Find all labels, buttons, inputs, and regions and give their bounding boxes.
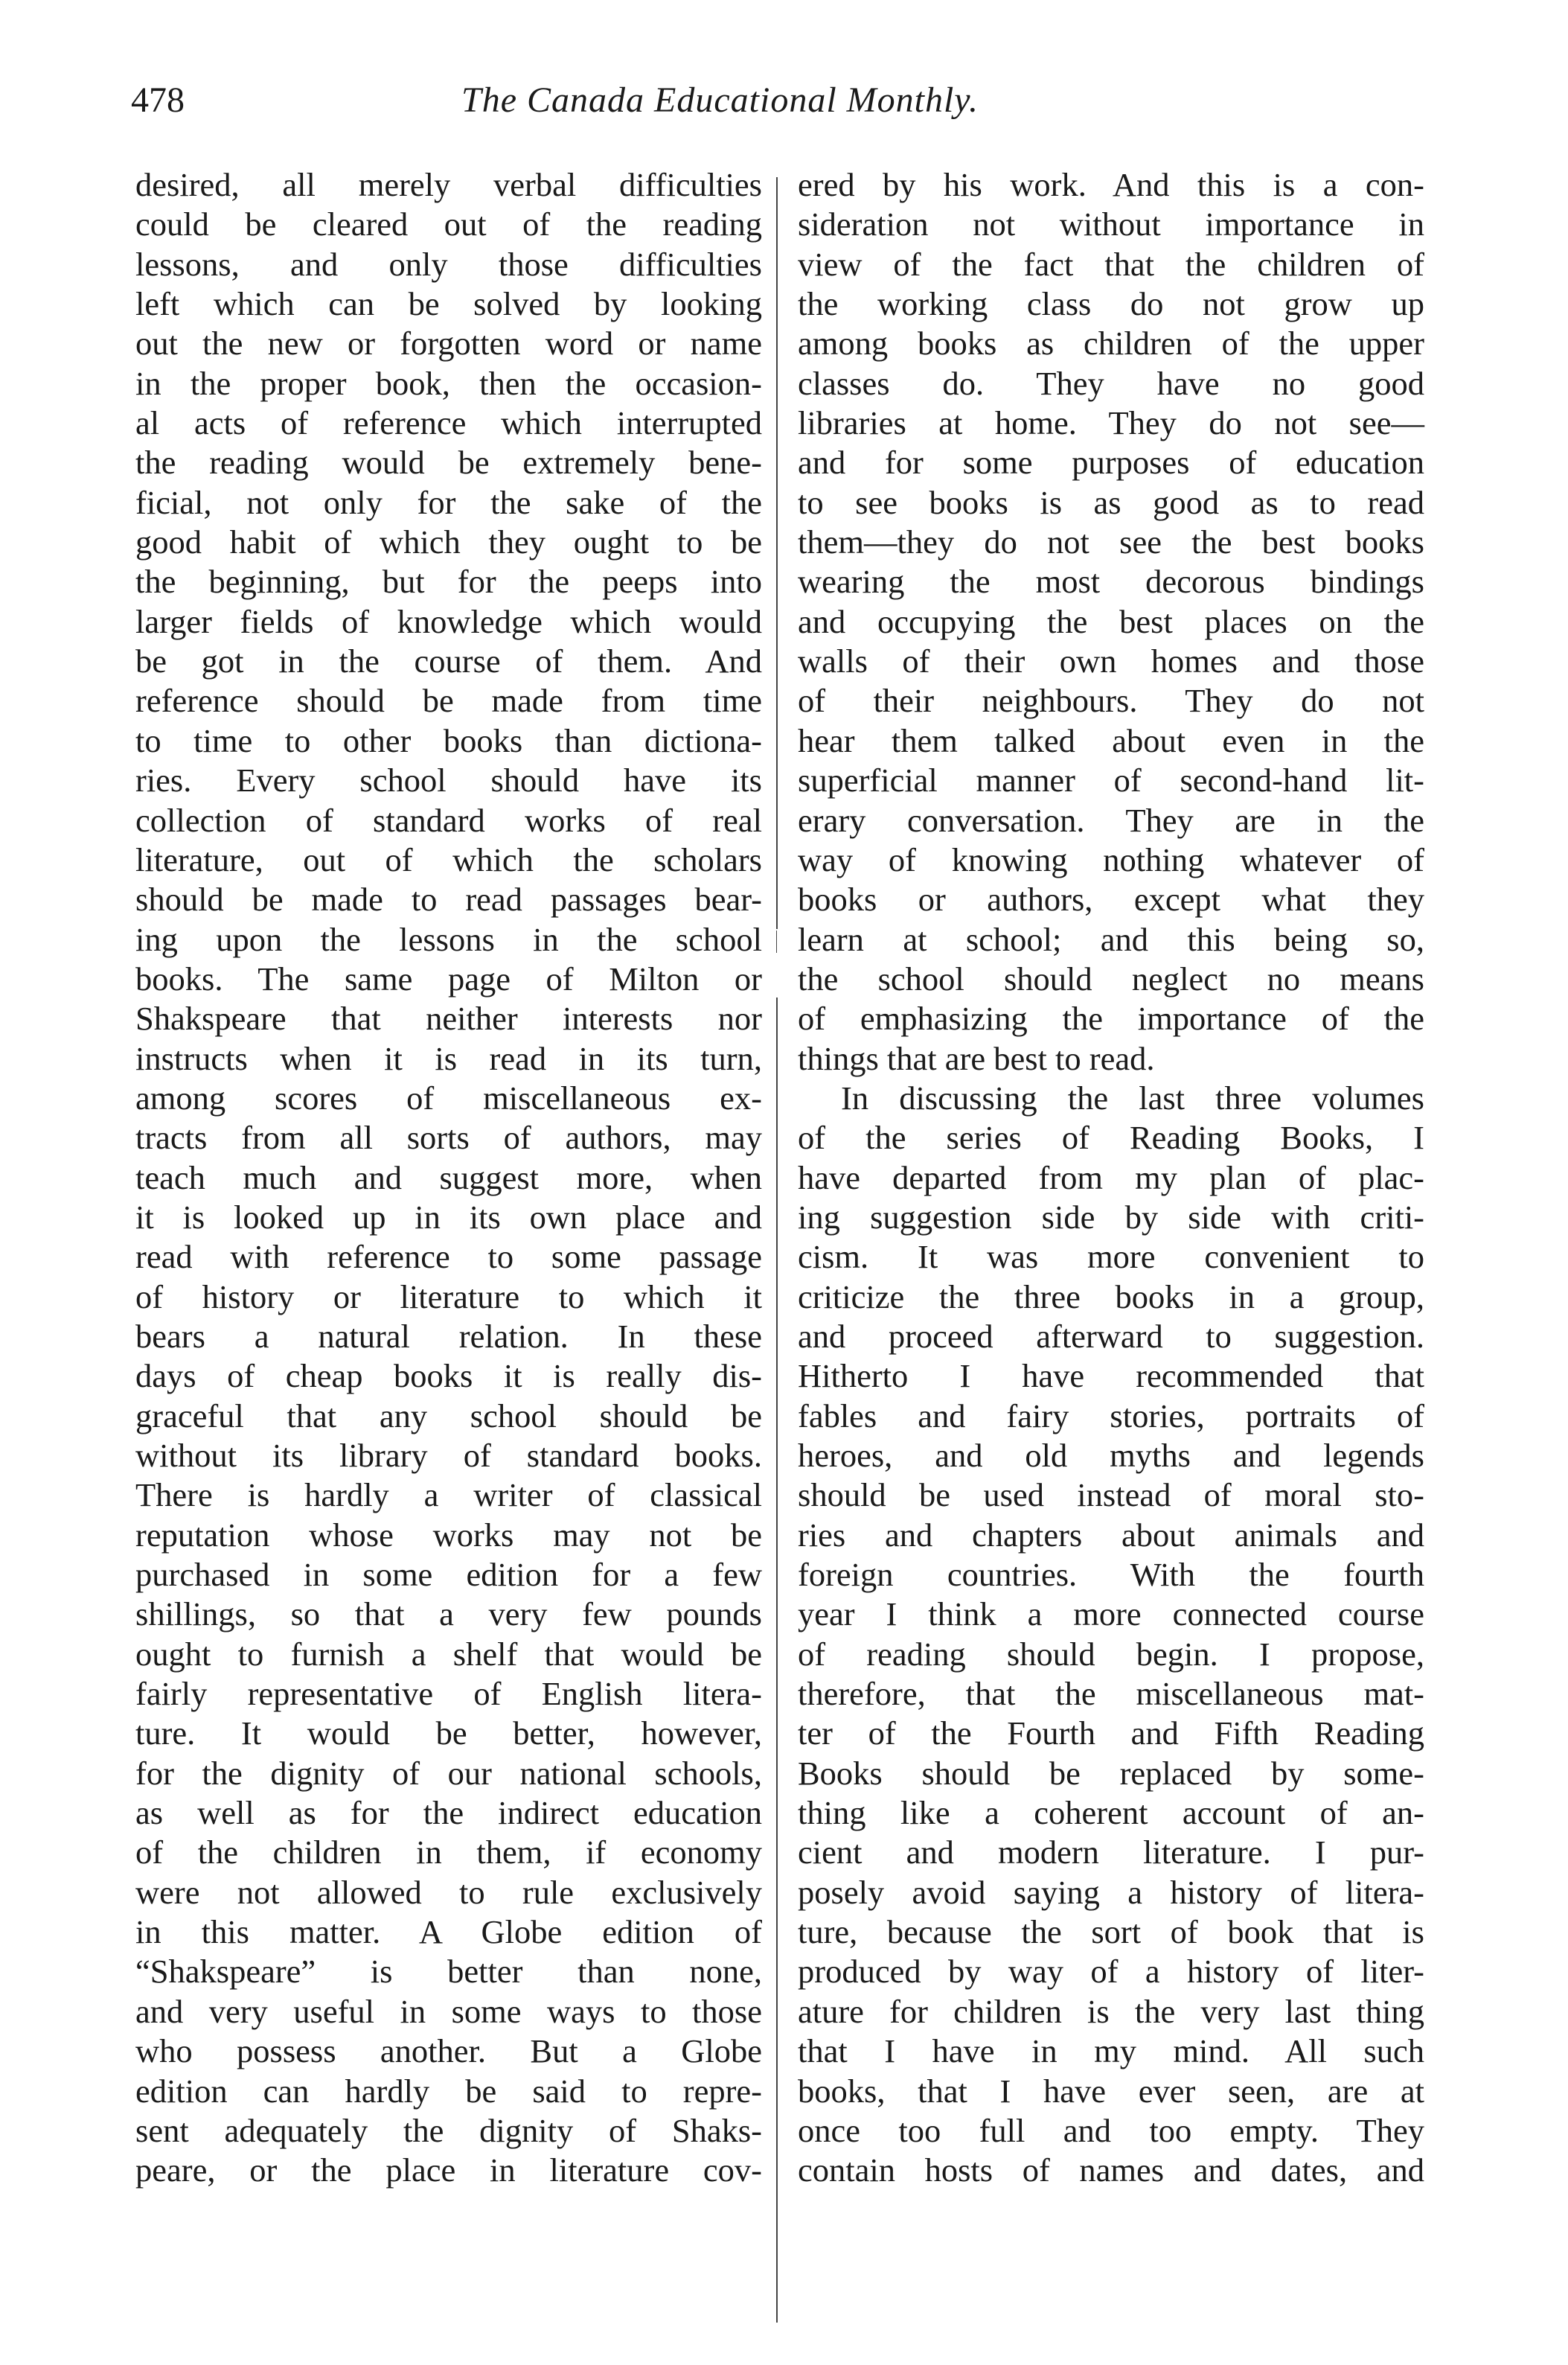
text-line: who possess another. But a Globe <box>135 2032 762 2070</box>
text-line: wearing the most decorous bindings <box>798 563 1424 601</box>
text-line: fairly representative of English litera- <box>135 1675 762 1713</box>
text-line: ries and chapters about animals and <box>798 1516 1424 1554</box>
text-line: tracts from all sorts of authors, may <box>135 1119 762 1157</box>
text-line: ought to furnish a shelf that would be <box>135 1635 762 1673</box>
text-line: cism. It was more convenient to <box>798 1238 1424 1276</box>
text-line: bears a natural relation. In these <box>135 1317 762 1355</box>
text-line: ered by his work. And this is a con- <box>798 166 1424 203</box>
text-line: way of knowing nothing whatever of <box>798 840 1424 878</box>
text-line: books, that I have ever seen, are at <box>798 2072 1424 2110</box>
page-header <box>131 74 1432 127</box>
running-title: The Canada Educational Monthly. <box>461 80 979 120</box>
text-line: ter of the Fourth and Fifth Reading <box>798 1714 1424 1752</box>
text-line: ficial, not only for the sake of the <box>135 483 762 521</box>
text-line: and very useful in some ways to those <box>135 1992 762 2030</box>
text-line: There is hardly a writer of classical <box>135 1476 762 1514</box>
page-number: 478 <box>131 80 185 120</box>
text-line: in this matter. A Globe edition of <box>135 1913 762 1951</box>
text-line: lessons, and only those difficulties <box>135 245 762 283</box>
text-line: larger fields of knowledge which would <box>135 602 762 640</box>
column-divider-bottom <box>776 998 778 2323</box>
text-line: al acts of reference which interrupted <box>135 404 762 442</box>
text-line: desired, all merely verbal difficulties <box>135 166 762 203</box>
text-line: of reading should begin. I propose, <box>798 1635 1424 1673</box>
text-line: good habit of which they ought to be <box>135 523 762 561</box>
text-line: Hitherto I have recommended that <box>798 1357 1424 1395</box>
text-line: and proceed afterward to suggestion. <box>798 1317 1424 1355</box>
text-line: of the children in them, if economy <box>135 1833 762 1871</box>
text-line: sent adequately the dignity of Shaks- <box>135 2111 762 2149</box>
text-line: heroes, and old myths and legends <box>798 1437 1424 1474</box>
text-line: literature, out of which the scholars <box>135 840 762 878</box>
text-line: to time to other books than dictiona- <box>135 721 762 759</box>
right-text-column <box>798 165 1424 2191</box>
text-line: purchased in some edition for a few <box>135 1556 762 1594</box>
text-line: in the proper book, then the occasion- <box>135 364 762 402</box>
text-line: have departed from my plan of plac- <box>798 1158 1424 1196</box>
text-line: learn at school; and this being so, <box>798 920 1424 958</box>
text-line: graceful that any school should be <box>135 1397 762 1434</box>
text-line: ture, because the sort of book that is <box>798 1913 1424 1951</box>
column-divider-fragment <box>776 931 777 953</box>
text-line: teach much and suggest more, when <box>135 1158 762 1196</box>
text-line: the reading would be extremely bene- <box>135 444 762 482</box>
text-line: Books should be replaced by some- <box>798 1754 1424 1792</box>
text-line: “Shakspeare” is better than none, <box>135 1953 762 1991</box>
text-line: criticize the three books in a group, <box>798 1277 1424 1315</box>
text-line: sideration not without importance in <box>798 205 1424 243</box>
text-line: of the series of Reading Books, I <box>798 1119 1424 1157</box>
text-line: as well as for the indirect education <box>135 1794 762 1832</box>
text-line: In discussing the last three volumes <box>841 1079 1424 1117</box>
text-line: things that are best to read. <box>798 1039 1155 1077</box>
text-line: books or authors, except what they <box>798 881 1424 919</box>
text-line: reference should be made from time <box>135 682 762 720</box>
text-line: ature for children is the very last thing <box>798 1992 1424 2030</box>
column-divider-top <box>776 177 778 929</box>
text-line: out the new or forgotten word or name <box>135 325 762 363</box>
text-line: ture. It would be better, however, <box>135 1714 762 1752</box>
text-line: and occupying the best places on the <box>798 602 1424 640</box>
text-line: among books as children of the upper <box>798 325 1424 363</box>
text-line: for the dignity of our national schools, <box>135 1754 762 1792</box>
text-line: produced by way of a history of liter- <box>798 1953 1424 1991</box>
text-line: reputation whose works may not be <box>135 1516 762 1554</box>
text-line: ries. Every school should have its <box>135 762 762 799</box>
text-line: be got in the course of them. And <box>135 642 762 680</box>
text-line: should be used instead of moral sto- <box>798 1476 1424 1514</box>
text-line: left which can be solved by looking <box>135 285 762 323</box>
text-line: ing suggestion side by side with criti- <box>798 1198 1424 1236</box>
text-line: of history or literature to which it <box>135 1277 762 1315</box>
text-line: year I think a more connected course <box>798 1595 1424 1633</box>
text-line: Shakspeare that neither interests nor <box>135 1000 762 1038</box>
text-line: the working class do not grow up <box>798 285 1424 323</box>
text-line: days of cheap books it is really dis- <box>135 1357 762 1395</box>
text-line: could be cleared out of the reading <box>135 205 762 243</box>
text-line: therefore, that the miscellaneous mat- <box>798 1675 1424 1713</box>
text-line: the school should neglect no means <box>798 960 1424 998</box>
text-line: of emphasizing the importance of the <box>798 1000 1424 1038</box>
text-line: among scores of miscellaneous ex- <box>135 1079 762 1117</box>
text-line: cient and modern literature. I pur- <box>798 1833 1424 1871</box>
text-line: edition can hardly be said to repre- <box>135 2072 762 2110</box>
text-line: classes do. They have no good <box>798 364 1424 402</box>
text-line: and for some purposes of education <box>798 444 1424 482</box>
text-line: posely avoid saying a history of litera- <box>798 1873 1424 1911</box>
text-line: to see books is as good as to read <box>798 483 1424 521</box>
text-line: without its library of standard books. <box>135 1437 762 1474</box>
text-line: foreign countries. With the fourth <box>798 1556 1424 1594</box>
text-line: collection of standard works of real <box>135 801 762 839</box>
text-line: hear them talked about even in the <box>798 721 1424 759</box>
text-line: of their neighbours. They do not <box>798 682 1424 720</box>
text-line: walls of their own homes and those <box>798 642 1424 680</box>
text-line: them—they do not see the best books <box>798 523 1424 561</box>
text-line: read with reference to some passage <box>135 1238 762 1276</box>
text-line: contain hosts of names and dates, and <box>798 2151 1424 2189</box>
left-text-column <box>135 165 762 2191</box>
text-line: were not allowed to rule exclusively <box>135 1873 762 1911</box>
text-line: thing like a coherent account of an- <box>798 1794 1424 1832</box>
text-line: it is looked up in its own place and <box>135 1198 762 1236</box>
text-line: instructs when it is read in its turn, <box>135 1039 762 1077</box>
text-line: books. The same page of Milton or <box>135 960 762 998</box>
text-line: once too full and too empty. They <box>798 2111 1424 2149</box>
text-line: the beginning, but for the peeps into <box>135 563 762 601</box>
text-line: should be made to read passages bear- <box>135 881 762 919</box>
text-line: view of the fact that the children of <box>798 245 1424 283</box>
text-line: peare, or the place in literature cov- <box>135 2151 762 2189</box>
text-line: ing upon the lessons in the school <box>135 920 762 958</box>
text-line: superficial manner of second-hand lit- <box>798 762 1424 799</box>
text-line: erary conversation. They are in the <box>798 801 1424 839</box>
text-line: fables and fairy stories, portraits of <box>798 1397 1424 1434</box>
text-line: shillings, so that a very few pounds <box>135 1595 762 1633</box>
text-line: that I have in my mind. All such <box>798 2032 1424 2070</box>
text-line: libraries at home. They do not see— <box>798 404 1424 442</box>
